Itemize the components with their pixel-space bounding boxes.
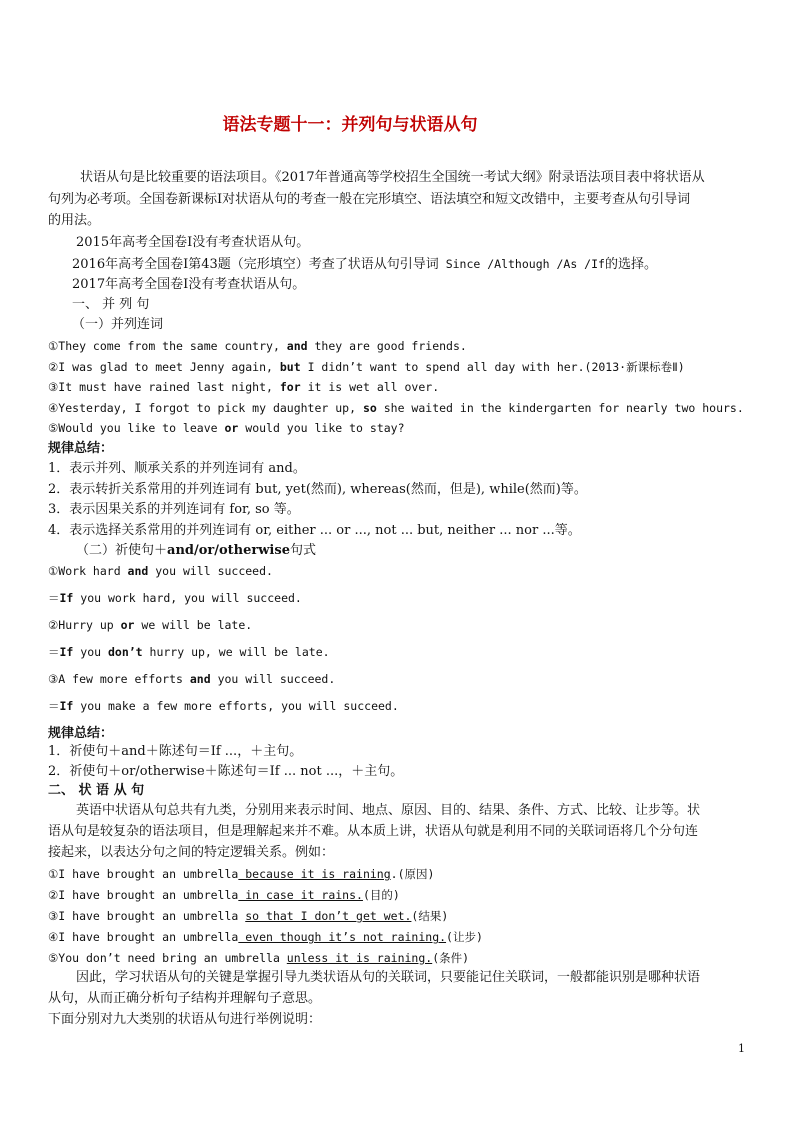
section-paragraph-line: 因此，学习状语从句的关键是掌握引导九类状语从句的关联词，只要能记住关联词，一般都能识别是哪种状语 bbox=[76, 970, 701, 985]
clause-example: ①I have brought an umbrella because it is raining.(原因) bbox=[48, 867, 435, 881]
imperative-example: ＝If you make a few more efforts, you will succeed. bbox=[48, 699, 399, 713]
rule-item: 4．表示选择关系常用的并列连词有 or, either ... or ..., not ... but, neither ... nor ...等。 bbox=[48, 523, 581, 538]
section-paragraph-line: 英语中状语从句总共有九类，分别用来表示时间、地点、原因、目的、结果、条件、方式、比较、让步等。状 bbox=[76, 803, 701, 818]
imperative-example: ①Work hard and you will succeed. bbox=[48, 564, 273, 578]
clause-example: ⑤You don’t need bring an umbrella unless it is raining.(条件) bbox=[48, 951, 470, 965]
example-sentence: ④Yesterday, I forgot to pick my daughter up, so she waited in the kindergarten for nearly two hours. bbox=[48, 401, 744, 415]
exam-2016-note: 2016年高考全国卷Ⅰ第43题（完形填空）考查了状语从句引导词 Since /Although /As /If的选择。 bbox=[72, 257, 657, 272]
section-paragraph-line: 下面分别对九大类别的状语从句进行举例说明： bbox=[48, 1012, 322, 1027]
exam-2015-note: 2015年高考全国卷Ⅰ没有考查状语从句。 bbox=[76, 235, 310, 250]
section-heading: 二、 状 语 从 句 bbox=[48, 783, 145, 798]
subsection-heading: （一）并列连词 bbox=[72, 317, 164, 332]
example-sentence: ③It must have rained last night, for it is wet all over. bbox=[48, 380, 440, 394]
exam-2017-note: 2017年高考全国卷Ⅰ没有考查状语从句。 bbox=[72, 277, 306, 292]
clause-example: ②I have brought an umbrella in case it rains.(目的) bbox=[48, 888, 400, 902]
clause-example: ③I have brought an umbrella so that I don’t get wet.(结果) bbox=[48, 909, 449, 923]
imperative-example: ③A few more efforts and you will succeed. bbox=[48, 672, 336, 686]
section-heading: 一、 并 列 句 bbox=[72, 297, 150, 312]
section-paragraph-line: 从句，从而正确分析句子结构并理解句子意思。 bbox=[48, 991, 322, 1006]
intro-paragraph-line: 状语从句是比较重要的语法项目。《2017年普通高等学校招生全国统一考试大纲》附录语法项目表中将状语从 bbox=[80, 170, 705, 185]
rule-item: 1．祈使句＋and＋陈述句＝If ...，＋主句。 bbox=[48, 744, 303, 759]
example-sentence: ⑤Would you like to leave or would you like to stay? bbox=[48, 421, 405, 435]
imperative-example: ②Hurry up or we will be late. bbox=[48, 618, 253, 632]
imperative-example: ＝If you don’t hurry up, we will be late. bbox=[48, 645, 330, 659]
intro-paragraph-line: 句列为必考项。全国卷新课标Ⅰ对状语从句的考查一般在完形填空、语法填空和短文改错中，主要考查从句引导词 bbox=[48, 192, 691, 207]
intro-paragraph-line: 的用法。 bbox=[48, 213, 101, 228]
rule-summary-title: 规律总结： bbox=[48, 441, 114, 456]
page-title: 语法专题十一：并列句与状语从句 bbox=[222, 115, 478, 135]
rule-item: 2．表示转折关系常用的并列连词有 but, yet(然而), whereas(然而，但是), while(然而)等。 bbox=[48, 482, 587, 497]
clause-example: ④I have brought an umbrella even though it’s not raining.(让步) bbox=[48, 930, 483, 944]
example-sentence: ②I was glad to meet Jenny again, but I didn’t want to spend all day with her.(2013·新课标卷Ⅱ) bbox=[48, 360, 685, 374]
example-sentence: ①They come from the same country, and they are good friends. bbox=[48, 339, 467, 353]
section-paragraph-line: 接起来，以表达分句之间的特定逻辑关系。例如： bbox=[48, 845, 335, 860]
rule-item: 2．祈使句＋or/otherwise＋陈述句＝If ... not ...，＋主句。 bbox=[48, 764, 404, 779]
rule-item: 3．表示因果关系的并列连词有 for, so 等。 bbox=[48, 502, 300, 517]
page-number: 1 bbox=[738, 1042, 745, 1055]
section-paragraph-line: 语从句是较复杂的语法项目，但是理解起来并不难。从本质上讲，状语从句就是利用不同的关联词语将几个分句连 bbox=[48, 824, 699, 839]
imperative-example: ＝If you work hard, you will succeed. bbox=[48, 591, 302, 605]
subsection-heading: （二）祈使句＋and/or/otherwise句式 bbox=[76, 543, 316, 558]
rule-summary-title: 规律总结： bbox=[48, 726, 114, 741]
rule-item: 1．表示并列、顺承关系的并列连词有 and。 bbox=[48, 461, 306, 476]
